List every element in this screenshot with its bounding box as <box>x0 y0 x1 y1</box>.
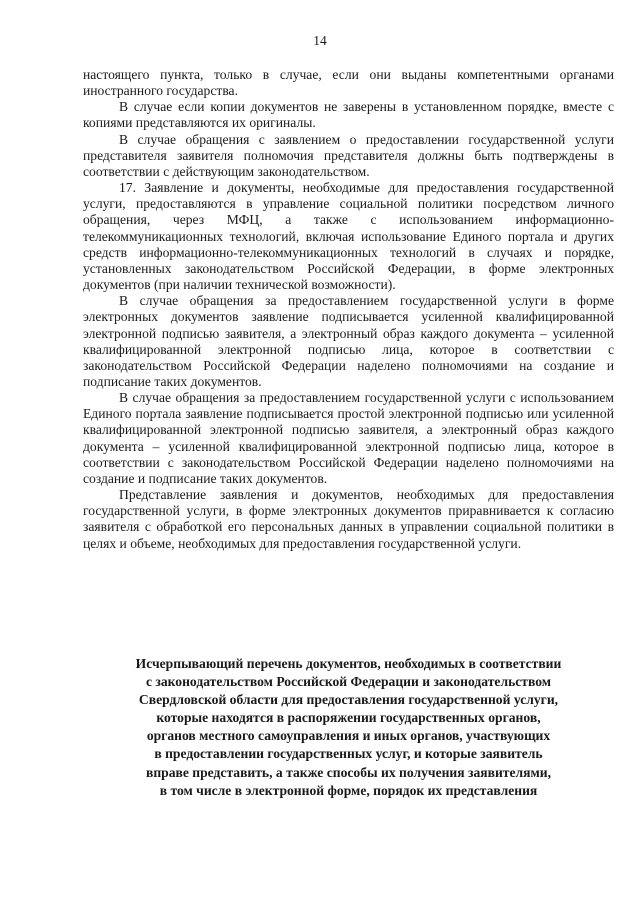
paragraph-copies-originals: В случае если копии документов не заверены в установленном порядке, вместе с копиями представляются их оригиналы. <box>83 99 614 131</box>
heading-line: в предоставлении государственных услуг, и которые заявитель <box>154 746 543 762</box>
heading-line: Свердловской области для предоставления государственной услуги, <box>138 692 559 708</box>
section-heading <box>83 655 614 800</box>
paragraph-representative-authority: В случае обращения с заявлением о предоставлении государственной услуги представителя заявителя полномочия представителя должны быть подтверждены в соответствии с действующим законодательством. <box>83 131 614 179</box>
heading-line: вправе представить, а также способы их получения заявителями, <box>145 764 551 780</box>
heading-line: Исчерпывающий перечень документов, необходимых в соответствии <box>135 656 562 671</box>
paragraph-single-portal: В случае обращения за предоставлением государственной услуги с использованием Единого портала заявление подписывается простой электронной подписью или усиленной квалифицированной электронной подписью заявителя, а электронный образ каждого документа – усиленной квалифицированной электронной подписью лица, которое в соответствии с законодательством Российской Федерации наделено полномочиями на создание и подписание таких документов. <box>83 390 614 486</box>
paragraph-personal-data-consent: Представление заявления и документов, необходимых для предоставления государственной услуги, в форме электронных документов приравнивается к согласию заявителя с обработкой его персональных данных в управлении социальной политики в целях и объеме, необходимых для предоставления государственной услуги. <box>83 487 614 551</box>
heading-line: с законодательством Российской Федерации и законодательством <box>145 674 552 690</box>
body-text <box>83 67 614 552</box>
paragraph-electronic-signature: В случае обращения за предоставлением государственной услуги в форме электронных документов заявление подписывается усиленной квалифицированной электронной подписью заявителя, а электронный образ каждого документа – усиленной квалифицированной электронной подписью лица, которое в соответствии с законодательством Российской Федерации наделено полномочиями на создание и подписание таких документов. <box>83 293 614 389</box>
heading-line: органов местного самоуправления и иных органов, участвующих <box>146 728 551 744</box>
heading-line: которые находятся в распоряжении государственных органов, <box>156 710 541 726</box>
heading-line: в том числе в электронной форме, порядок их представления <box>159 782 538 798</box>
paragraph-continuation: настоящего пункта, только в случае, если они выданы компетентными органами иностранного государства. <box>83 67 614 99</box>
page-number: 14 <box>313 33 327 48</box>
paragraph-item-17: 17. Заявление и документы, необходимые для предоставления государственной услуги, предоставляются в управление социальной политики посредством личного обращения, через МФЦ, а также с использованием информационно-телекоммуникационных технологий, включая использование Единого портала и других средств информационно-телекоммуникационных технологий в случаях и порядке, установленных законодательством Российской Федерации, в форме электронных документов (при наличии технической возможности). <box>83 180 614 293</box>
